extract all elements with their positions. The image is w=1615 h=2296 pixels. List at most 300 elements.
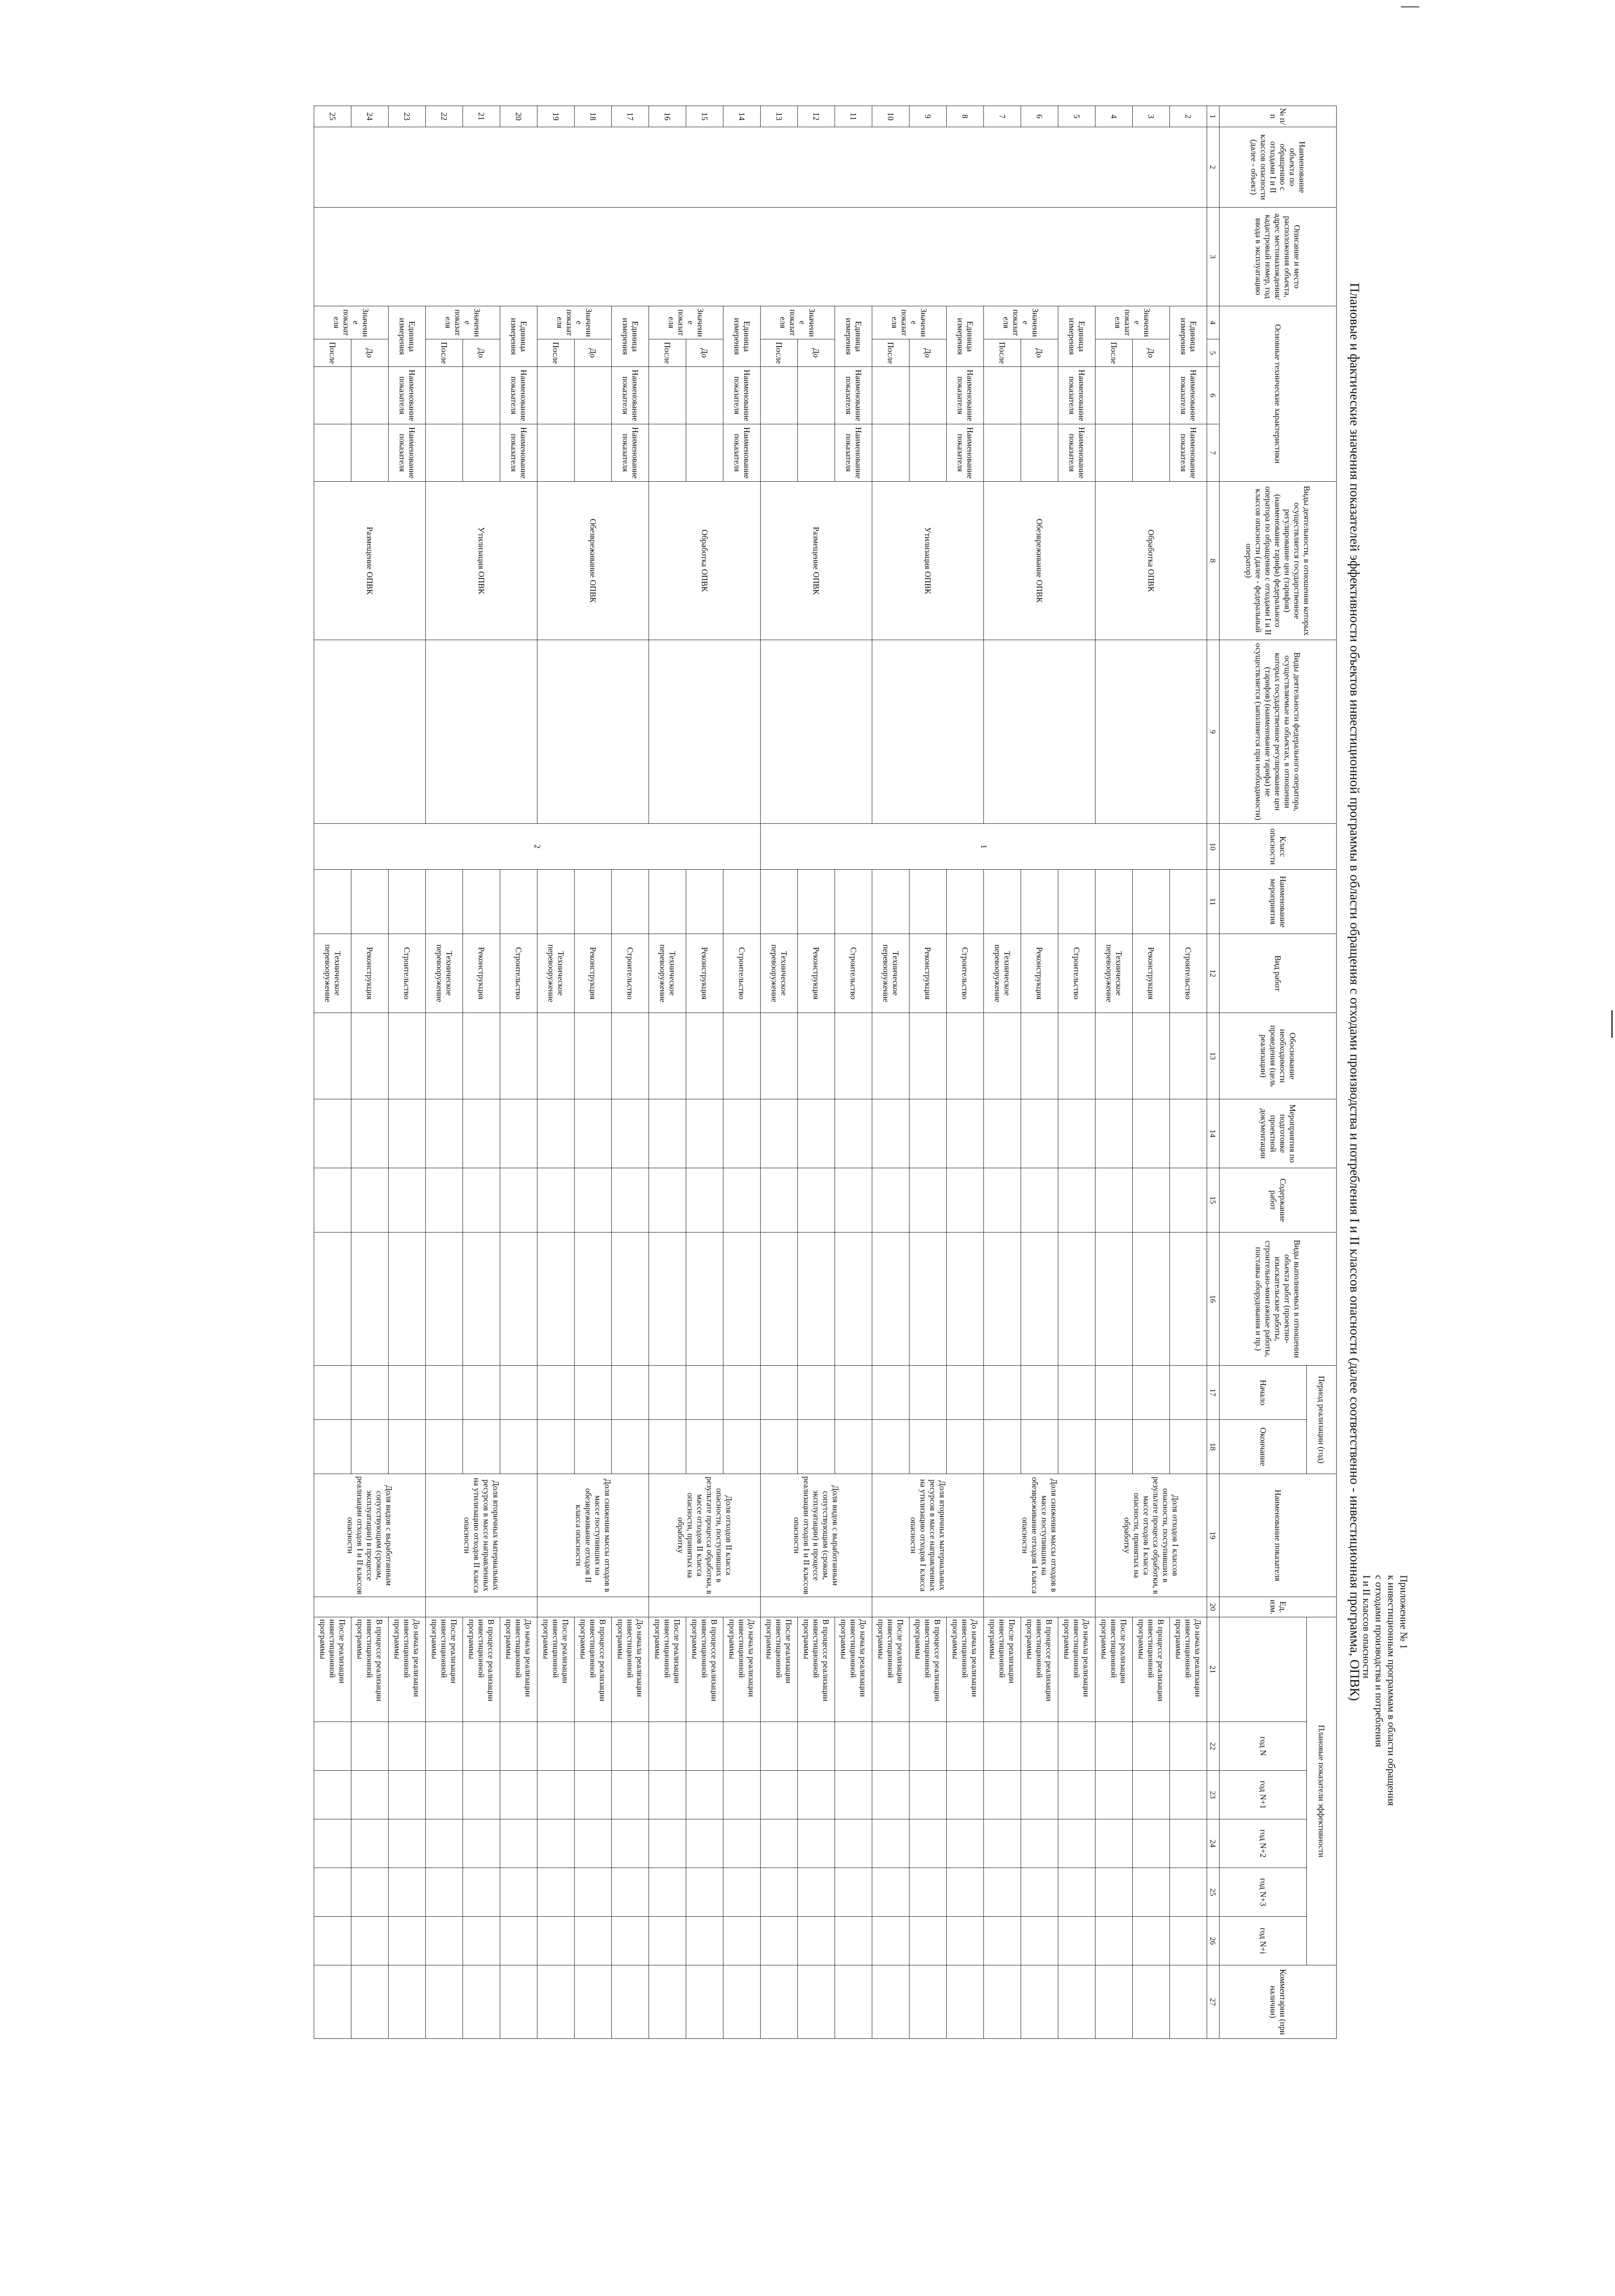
indicator-name-label: Наименование показателя <box>389 367 426 424</box>
plan-value-cell <box>761 1722 798 1771</box>
plan-value-cell <box>1170 1771 1207 1819</box>
unit-label: Единица измерения <box>500 306 537 367</box>
plan-value-cell <box>575 1868 612 1917</box>
empty-cell <box>909 1099 947 1168</box>
work-type: Реконструкция <box>686 934 723 1013</box>
header-cell: Виды деятельности федерального оператора, осуществляемые на объектах, в отношении которых государственное регулирование цен (тарифов) (наименование тарифа) не осуществляется (заполняется при необходимости) <box>1220 640 1337 824</box>
plan-value-cell <box>463 1917 500 1965</box>
empty-cell <box>947 1232 984 1366</box>
plan-value-cell <box>649 1965 686 2039</box>
empty-cell <box>1133 367 1170 424</box>
unit-cell <box>537 1597 649 1617</box>
activity-type: Обезвреживание ОПВК <box>984 482 1095 640</box>
column-number: 19 <box>1207 1474 1220 1597</box>
plan-value-cell <box>1021 1722 1058 1771</box>
header-cell: Основные технические характеристики <box>1220 306 1337 482</box>
table-body <box>314 106 1337 2039</box>
header-cell: год N+2 <box>1220 1819 1307 1868</box>
table-row <box>426 106 463 2039</box>
indicator-name-label: Наименование показателя <box>1058 424 1095 482</box>
empty-cell <box>872 367 909 424</box>
appendix-line: Приложение № 1 <box>1398 1575 1410 1649</box>
appendix-note <box>1361 1575 1410 1860</box>
table-row <box>984 106 1021 2039</box>
empty-cell <box>389 1420 426 1474</box>
stage-label: До начала реализации инвестиционной программы <box>1058 1617 1095 1722</box>
column-number: 11 <box>1207 870 1220 934</box>
before-label: До <box>575 339 612 367</box>
empty-cell <box>686 1420 723 1474</box>
after-label: После <box>314 339 351 367</box>
empty-cell <box>500 1099 537 1168</box>
other-activity-cell <box>649 640 761 824</box>
unit-cell <box>1095 1597 1207 1617</box>
plan-value-cell <box>426 1965 463 2039</box>
after-label: После <box>1095 339 1133 367</box>
plan-value-cell <box>1133 1771 1170 1819</box>
table-row <box>463 106 500 2039</box>
stage-label: В процессе реализации инвестиционной программы <box>351 1617 389 1722</box>
table-row <box>575 106 612 2039</box>
unit-label: Единица измерения <box>723 306 761 367</box>
column-number: 21 <box>1207 1617 1220 1722</box>
indicator-name: Доля снижения массы отходов в массе поступивших на обезвреживание отходов I класса опасности <box>984 1474 1095 1597</box>
plan-value-cell <box>1021 1917 1058 1965</box>
empty-cell <box>872 1013 909 1099</box>
plan-value-cell <box>351 1917 389 1965</box>
value-label: Значение показателя <box>1095 306 1170 339</box>
plan-value-cell <box>649 1722 686 1771</box>
plan-value-cell <box>575 1819 612 1868</box>
empty-cell <box>314 1168 351 1232</box>
empty-cell <box>872 1099 909 1168</box>
plan-value-cell <box>389 1917 426 1965</box>
column-number: 13 <box>1207 1013 1220 1099</box>
value-label: Значение показателя <box>649 306 723 339</box>
empty-cell <box>872 1366 909 1420</box>
plan-value-cell <box>314 1819 351 1868</box>
plan-value-cell <box>723 1917 761 1965</box>
measure-name-cell <box>1133 870 1170 934</box>
column-number: 10 <box>1207 824 1220 870</box>
stage-label: В процессе реализации инвестиционной программы <box>1021 1617 1058 1722</box>
plan-value-cell <box>723 1819 761 1868</box>
empty-cell <box>1095 424 1133 482</box>
after-label: После <box>984 339 1021 367</box>
empty-cell <box>984 424 1021 482</box>
column-number: 8 <box>1207 482 1220 640</box>
indicator-name-label: Наименование показателя <box>500 367 537 424</box>
column-number: 12 <box>1207 934 1220 1013</box>
row-number: 2 <box>1170 106 1207 127</box>
empty-cell <box>314 424 351 482</box>
measure-name-cell <box>1058 870 1095 934</box>
plan-value-cell <box>575 1965 612 2039</box>
plan-value-cell <box>909 1722 947 1771</box>
header-cell: Мероприятия по подготовке проектной документации <box>1220 1099 1337 1168</box>
plan-value-cell <box>909 1917 947 1965</box>
empty-cell <box>686 1099 723 1168</box>
stage-label: До начала реализации инвестиционной программы <box>500 1617 537 1722</box>
plan-value-cell <box>351 1771 389 1819</box>
empty-cell <box>947 1366 984 1420</box>
header-cell: № п/п <box>1220 106 1337 127</box>
row-number: 8 <box>947 106 984 127</box>
indicator-name-label: Наименование показателя <box>835 424 872 482</box>
row-number: 18 <box>575 106 612 127</box>
plan-value-cell <box>798 1819 835 1868</box>
plan-value-cell <box>463 1819 500 1868</box>
empty-cell <box>649 367 686 424</box>
empty-cell <box>1133 1013 1170 1099</box>
empty-cell <box>723 1420 761 1474</box>
row-number: 9 <box>909 106 947 127</box>
empty-cell <box>351 1013 389 1099</box>
plan-value-cell <box>686 1868 723 1917</box>
stage-label: До начала реализации инвестиционной программы <box>1170 1617 1207 1722</box>
column-number: 3 <box>1207 208 1220 306</box>
empty-cell <box>686 1013 723 1099</box>
plan-value-cell <box>984 1722 1021 1771</box>
row-number: 20 <box>500 106 537 127</box>
empty-cell <box>351 1420 389 1474</box>
plan-value-cell <box>426 1868 463 1917</box>
empty-cell <box>389 1168 426 1232</box>
empty-cell <box>984 367 1021 424</box>
plan-value-cell <box>909 1771 947 1819</box>
empty-cell <box>426 1366 463 1420</box>
empty-cell <box>426 1013 463 1099</box>
row-number: 12 <box>798 106 835 127</box>
table-row <box>351 106 389 2039</box>
empty-cell <box>798 424 835 482</box>
stage-label: После реализации инвестиционной программы <box>1095 1617 1133 1722</box>
column-number: 4 <box>1207 306 1220 339</box>
activity-type: Обработка ОПВК <box>649 482 761 640</box>
plan-value-cell <box>686 1819 723 1868</box>
empty-cell <box>1021 1168 1058 1232</box>
empty-cell <box>426 424 463 482</box>
header-cell: Класс опасности <box>1220 824 1337 870</box>
column-number: 24 <box>1207 1819 1220 1868</box>
table-row <box>1133 106 1170 2039</box>
work-type: Реконструкция <box>798 934 835 1013</box>
stage-label: После реализации инвестиционной программы <box>537 1617 575 1722</box>
measure-name-cell <box>389 870 426 934</box>
appendix-line: I и II классов опасности <box>1361 1575 1372 1678</box>
plan-value-cell <box>500 1917 537 1965</box>
hazard-class: 2 <box>314 824 761 870</box>
indicator-name-label: Наименование показателя <box>835 367 872 424</box>
empty-cell <box>612 1420 649 1474</box>
before-label: До <box>909 339 947 367</box>
plan-value-cell <box>984 1965 1021 2039</box>
plan-value-cell <box>1095 1868 1133 1917</box>
empty-cell <box>389 1366 426 1420</box>
row-number: 5 <box>1058 106 1095 127</box>
plan-value-cell <box>575 1722 612 1771</box>
empty-cell <box>575 1420 612 1474</box>
plan-value-cell <box>649 1771 686 1819</box>
empty-cell <box>723 1099 761 1168</box>
empty-cell <box>575 1013 612 1099</box>
plan-value-cell <box>835 1819 872 1868</box>
empty-cell <box>1170 1099 1207 1168</box>
header-cell: Вид работ <box>1220 934 1337 1013</box>
plan-value-cell <box>1058 1965 1095 2039</box>
plan-value-cell <box>1095 1965 1133 2039</box>
header-cell: Начало <box>1220 1366 1307 1420</box>
empty-cell <box>426 367 463 424</box>
plan-value-cell <box>686 1771 723 1819</box>
column-number: 27 <box>1207 1965 1220 2039</box>
value-label: Значение показателя <box>872 306 947 339</box>
column-number: 5 <box>1207 339 1220 367</box>
empty-cell <box>761 1013 798 1099</box>
plan-value-cell <box>649 1819 686 1868</box>
plan-value-cell <box>351 1722 389 1771</box>
empty-cell <box>314 1366 351 1420</box>
plan-value-cell <box>612 1917 649 1965</box>
empty-cell <box>686 1232 723 1366</box>
plan-value-cell <box>537 1868 575 1917</box>
after-label: После <box>761 339 798 367</box>
empty-cell <box>686 367 723 424</box>
empty-cell <box>947 1420 984 1474</box>
empty-cell <box>947 1099 984 1168</box>
empty-cell <box>314 1420 351 1474</box>
unit-label: Единица измерения <box>1058 306 1095 367</box>
plan-value-cell <box>314 1965 351 2039</box>
plan-value-cell <box>612 1771 649 1819</box>
plan-value-cell <box>835 1868 872 1917</box>
plan-value-cell <box>537 1771 575 1819</box>
empty-cell <box>314 1232 351 1366</box>
unit-cell <box>426 1597 537 1617</box>
plan-value-cell <box>798 1771 835 1819</box>
plan-value-cell <box>723 1771 761 1819</box>
empty-cell <box>909 424 947 482</box>
column-number: 20 <box>1207 1597 1220 1617</box>
value-label: Значение показателя <box>984 306 1058 339</box>
column-number: 14 <box>1207 1099 1220 1168</box>
stage-label: После реализации инвестиционной программы <box>761 1617 798 1722</box>
empty-cell <box>575 1099 612 1168</box>
plan-value-cell <box>351 1965 389 2039</box>
work-type: Реконструкция <box>1133 934 1170 1013</box>
row-number: 21 <box>463 106 500 127</box>
column-number: 9 <box>1207 640 1220 824</box>
empty-cell <box>1170 1232 1207 1366</box>
header-cell: Плановые показатели эффективности <box>1307 1617 1337 1965</box>
work-type: Строительство <box>500 934 537 1013</box>
work-type: Строительство <box>612 934 649 1013</box>
plan-value-cell <box>1095 1722 1133 1771</box>
empty-cell <box>761 367 798 424</box>
empty-cell <box>798 367 835 424</box>
header-cell: год N+i <box>1220 1917 1307 1965</box>
plan-value-cell <box>649 1917 686 1965</box>
empty-cell <box>1133 1099 1170 1168</box>
empty-cell <box>1021 1099 1058 1168</box>
column-number: 6 <box>1207 367 1220 424</box>
empty-cell <box>909 367 947 424</box>
empty-cell <box>1021 1366 1058 1420</box>
empty-cell <box>984 1099 1021 1168</box>
empty-cell <box>1095 1420 1133 1474</box>
before-label: До <box>798 339 835 367</box>
plan-value-cell <box>909 1819 947 1868</box>
other-activity-cell <box>761 640 872 824</box>
scan-mark-right <box>1611 1010 1613 1038</box>
plan-value-cell <box>575 1771 612 1819</box>
plan-value-cell <box>612 1722 649 1771</box>
measure-name-cell <box>649 870 686 934</box>
work-type: Техническое перевооружение <box>872 934 909 1013</box>
table-row <box>314 106 351 2039</box>
stage-label: После реализации инвестиционной программы <box>314 1617 351 1722</box>
header-cell: Наименование показателя <box>1220 1474 1337 1597</box>
appendix-line: к инвестиционным программам в области обращения <box>1386 1575 1397 1806</box>
measure-name-cell <box>1021 870 1058 934</box>
table-row <box>909 106 947 2039</box>
plan-value-cell <box>1170 1722 1207 1771</box>
plan-value-cell <box>1021 1771 1058 1819</box>
empty-cell <box>798 1420 835 1474</box>
before-label: До <box>686 339 723 367</box>
empty-cell <box>1021 1013 1058 1099</box>
plan-value-cell <box>798 1722 835 1771</box>
empty-cell <box>798 1168 835 1232</box>
work-type: Строительство <box>947 934 984 1013</box>
empty-cell <box>1095 1099 1133 1168</box>
plan-value-cell <box>1058 1819 1095 1868</box>
stage-label: После реализации инвестиционной программы <box>872 1617 909 1722</box>
plan-value-cell <box>761 1965 798 2039</box>
empty-cell <box>1058 1168 1095 1232</box>
empty-cell <box>537 1366 575 1420</box>
empty-cell <box>1170 1013 1207 1099</box>
measure-name-cell <box>835 870 872 934</box>
work-type: Строительство <box>1058 934 1095 1013</box>
hazard-class: 1 <box>761 824 1207 870</box>
empty-cell <box>686 1168 723 1232</box>
row-number: 24 <box>351 106 389 127</box>
empty-cell <box>500 1168 537 1232</box>
empty-cell <box>575 1366 612 1420</box>
empty-cell <box>389 1232 426 1366</box>
column-number: 1 <box>1207 106 1220 127</box>
plan-value-cell <box>463 1965 500 2039</box>
stage-label: До начала реализации инвестиционной программы <box>723 1617 761 1722</box>
plan-value-cell <box>612 1965 649 2039</box>
plan-value-cell <box>835 1722 872 1771</box>
activity-type: Обработка ОПВК <box>1095 482 1207 640</box>
empty-cell <box>872 1232 909 1366</box>
header-cell: год N+1 <box>1220 1771 1307 1819</box>
measure-name-cell <box>872 870 909 934</box>
plan-value-cell <box>835 1771 872 1819</box>
indicator-name-label: Наименование показателя <box>500 424 537 482</box>
indicator-name-label: Наименование показателя <box>947 367 984 424</box>
before-label: До <box>1133 339 1170 367</box>
other-activity-cell <box>426 640 537 824</box>
plan-value-cell <box>537 1965 575 2039</box>
empty-cell <box>426 1232 463 1366</box>
header-cell: Наименование мероприятия <box>1220 870 1337 934</box>
empty-cell <box>872 1168 909 1232</box>
table-row <box>947 106 984 2039</box>
activity-type: Утилизация ОПВК <box>872 482 984 640</box>
plan-value-cell <box>1133 1722 1170 1771</box>
plan-value-cell <box>947 1917 984 1965</box>
value-label: Значение показателя <box>761 306 835 339</box>
measure-name-cell <box>575 870 612 934</box>
empty-cell <box>537 1420 575 1474</box>
stage-label: В процессе реализации инвестиционной программы <box>463 1617 500 1722</box>
column-number: 15 <box>1207 1168 1220 1232</box>
empty-cell <box>835 1013 872 1099</box>
measure-name-cell <box>537 870 575 934</box>
empty-cell <box>761 1168 798 1232</box>
work-type: Техническое перевооружение <box>426 934 463 1013</box>
plan-value-cell <box>723 1868 761 1917</box>
empty-cell <box>612 1168 649 1232</box>
empty-cell <box>1133 1232 1170 1366</box>
indicator-name: Доля снижения массы отходов в массе поступивших на обезвреживание отходов II класса опасности <box>537 1474 649 1597</box>
measure-name-cell <box>984 870 1021 934</box>
unit-cell <box>984 1597 1095 1617</box>
empty-cell <box>984 1420 1021 1474</box>
empty-cell <box>947 1013 984 1099</box>
plan-value-cell <box>1095 1771 1133 1819</box>
plan-value-cell <box>984 1917 1021 1965</box>
empty-cell <box>649 1366 686 1420</box>
empty-cell <box>351 424 389 482</box>
empty-cell <box>835 1366 872 1420</box>
empty-cell <box>761 1099 798 1168</box>
measure-name-cell <box>500 870 537 934</box>
empty-cell <box>835 1420 872 1474</box>
measure-name-cell <box>686 870 723 934</box>
empty-cell <box>1095 367 1133 424</box>
column-number: 23 <box>1207 1771 1220 1819</box>
empty-cell <box>1095 1366 1133 1420</box>
row-number: 13 <box>761 106 798 127</box>
empty-cell <box>798 1232 835 1366</box>
stage-label: До начала реализации инвестиционной программы <box>947 1617 984 1722</box>
indicator-name-label: Наименование показателя <box>723 424 761 482</box>
plan-value-cell <box>798 1868 835 1917</box>
plan-value-cell <box>947 1965 984 2039</box>
unit-label: Единица измерения <box>389 306 426 367</box>
empty-cell <box>537 1232 575 1366</box>
value-label: Значение показателя <box>426 306 500 339</box>
plan-value-cell <box>500 1868 537 1917</box>
indicators-table <box>314 106 1337 2039</box>
plan-value-cell <box>909 1965 947 2039</box>
plan-value-cell <box>314 1771 351 1819</box>
other-activity-cell <box>537 640 649 824</box>
row-number: 16 <box>649 106 686 127</box>
empty-cell <box>761 1420 798 1474</box>
empty-cell <box>1133 1168 1170 1232</box>
plan-value-cell <box>686 1917 723 1965</box>
empty-cell <box>500 1420 537 1474</box>
empty-cell <box>723 1232 761 1366</box>
empty-cell <box>1058 1232 1095 1366</box>
after-label: После <box>426 339 463 367</box>
